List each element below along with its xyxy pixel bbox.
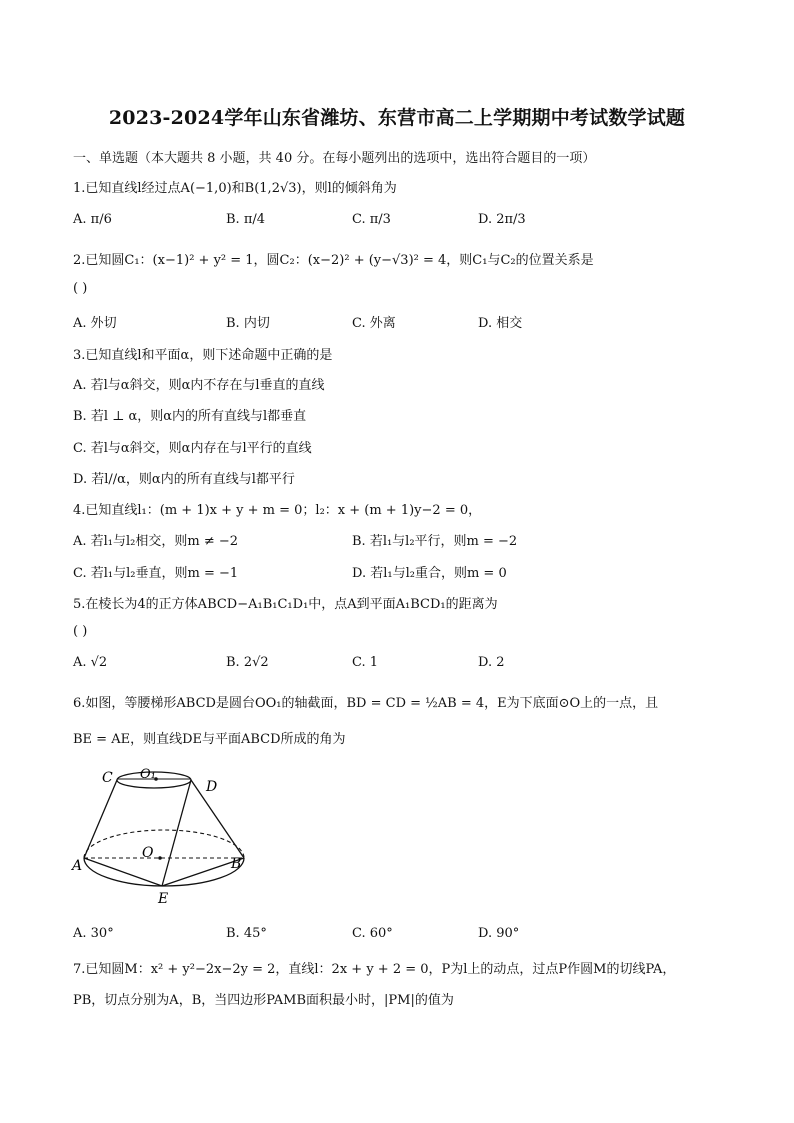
question-7-stem: 7.已知圆M：x² + y²−2x−2y = 2，直线l：2x + y + 2 = 0，P为l上的动点，过点P作圆M的切线PA，: [73, 962, 676, 977]
q6-option-a: A. 30°: [73, 926, 114, 941]
q3-option-d: D. 若l//α，则α内的所有直线与l都平行: [73, 472, 295, 487]
bottom-ellipse-back: [84, 830, 244, 858]
q3-option-b: B. 若l ⊥ α，则α内的所有直线与l都垂直: [73, 409, 307, 424]
center-o-dot: [158, 856, 162, 860]
label-a: A: [72, 858, 83, 874]
q1-option-d: D. 2π/3: [478, 212, 526, 227]
question-5-paren: ( ): [73, 624, 88, 639]
q2-option-c: C. 外离: [352, 316, 396, 331]
page-title: 2023-2024学年山东省潍坊、东营市高二上学期期中考试数学试题: [108, 107, 686, 129]
label-c: C: [102, 770, 113, 786]
question-4-stem: 4.已知直线l₁：(m + 1)x + y + m = 0；l₂：x + (m + 1)y−2 = 0，: [73, 503, 482, 518]
question-7-stem-cont: PB，切点分别为A，B，当四边形PAMB面积最小时，|PM|的值为: [73, 993, 454, 1008]
q3-option-a: A. 若l与α斜交，则α内不存在与l垂直的直线: [73, 378, 325, 393]
frustum-figure: [70, 760, 260, 910]
q6-option-c: C. 60°: [352, 926, 393, 941]
q4-option-c: C. 若l₁与l₂垂直，则m = −1: [73, 566, 239, 581]
q6-option-d: D. 90°: [478, 926, 520, 941]
label-e: E: [158, 891, 169, 907]
q5-option-d: D. 2: [478, 655, 505, 670]
question-2-paren: ( ): [73, 281, 88, 296]
section-heading: 一、单选题（本大题共 8 小题，共 40 分。在每小题列出的选项中，选出符合题目的一项）: [73, 151, 596, 166]
question-2-stem: 2.已知圆C₁：(x−1)² + y² = 1，圆C₂：(x−2)² + (y−√3)² = 4，则C₁与C₂的位置关系是: [73, 253, 594, 268]
q2-option-b: B. 内切: [226, 316, 270, 331]
q5-option-b: B. 2√2: [226, 655, 269, 670]
q5-option-c: C. 1: [352, 655, 379, 670]
question-6-stem-cont: BE = AE，则直线DE与平面ABCD所成的角为: [73, 732, 346, 747]
label-b: B: [231, 856, 242, 872]
segment-de: [162, 780, 191, 886]
q5-option-a: A. √2: [73, 655, 108, 670]
q2-option-a: A. 外切: [73, 316, 117, 331]
q4-option-b: B. 若l₁与l₂平行，则m = −2: [352, 534, 518, 549]
question-6-stem: 6.如图，等腰梯形ABCD是圆台OO₁的轴截面，BD = CD = ½AB = 4，E为下底面⊙O上的一点，且: [73, 696, 659, 711]
label-o: O: [142, 845, 154, 861]
label-d: D: [206, 779, 218, 795]
side-db: [191, 780, 244, 858]
q1-option-c: C. π/3: [352, 212, 391, 227]
side-ca: [84, 780, 117, 858]
question-1-stem: 1.已知直线l经过点A(−1,0)和B(1,2√3)，则l的倾斜角为: [73, 181, 397, 196]
q3-option-c: C. 若l与α斜交，则α内存在与l平行的直线: [73, 441, 312, 456]
q4-option-d: D. 若l₁与l₂重合，则m = 0: [352, 566, 507, 581]
bottom-ellipse-front: [84, 858, 244, 886]
q1-option-a: A. π/6: [73, 212, 112, 227]
q6-option-b: B. 45°: [226, 926, 267, 941]
question-3-stem: 3.已知直线l和平面α，则下述命题中正确的是: [73, 348, 333, 363]
question-5-stem: 5.在棱长为4的正方体ABCD−A₁B₁C₁D₁中，点A到平面A₁BCD₁的距离为: [73, 597, 498, 612]
label-o1: O₁: [140, 767, 156, 782]
q4-option-a: A. 若l₁与l₂相交，则m ≠ −2: [73, 534, 239, 549]
q2-option-d: D. 相交: [478, 316, 523, 331]
q1-option-b: B. π/4: [226, 212, 266, 227]
